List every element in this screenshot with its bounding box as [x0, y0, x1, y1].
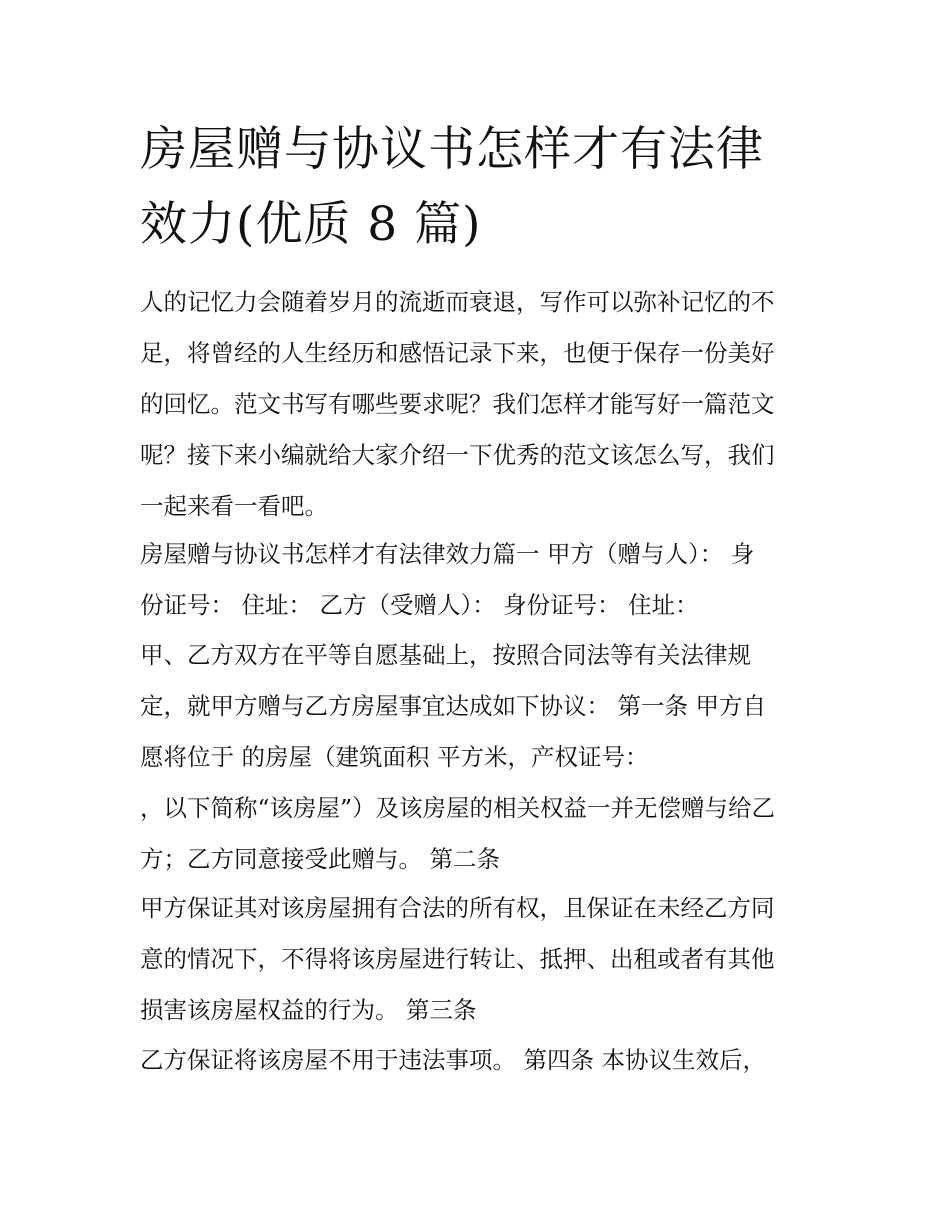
text-line: 甲方保证其对该房屋拥有合法的所有权，且保证在未经乙方同	[140, 894, 775, 922]
text-line: 乙方保证将该房屋不用于违法事项。 第四条 本协议生效后，	[140, 1046, 766, 1074]
section-parties-paragraph	[140, 529, 815, 631]
text-line: 意的情况下，不得将该房屋进行转让、抵押、出租或者有其他	[140, 945, 775, 973]
intro-paragraph	[140, 277, 815, 532]
text-line: 呢？接下来小编就给大家介绍一下优秀的范文该怎么写，我们	[140, 441, 775, 469]
text-line: 足，将曾经的人生经历和感悟记录下来，也便于保存一份美好	[140, 339, 775, 367]
text-line: 人的记忆力会随着岁月的流逝而衰退，写作可以弥补记忆的不	[140, 288, 775, 316]
title-line: 效力(优质 8 篇)	[140, 197, 482, 252]
text-line: 房屋赠与协议书怎样才有法律效力篇一 甲方（赠与人）： 身	[140, 540, 755, 568]
text-line: 的回忆。范文书写有哪些要求呢？我们怎样才能写好一篇范文	[140, 390, 775, 418]
text-line: 份证号： 住址： 乙方（受赠人）： 身份证号： 住址：	[140, 591, 699, 619]
text-line: 一起来看一看吧。	[140, 492, 328, 520]
text-line: 方；乙方同意接受此赠与。 第二条	[140, 845, 500, 873]
article-three-paragraph	[140, 1035, 815, 1086]
text-line: 愿将位于 的房屋（建筑面积 平方米，产权证号：	[140, 743, 649, 771]
text-line: 损害该房屋权益的行为。 第三条	[140, 996, 477, 1024]
text-line: ，以下简称“该房屋”）及该房屋的相关权益一并无偿赠与给乙	[140, 794, 776, 822]
article-two-paragraph	[140, 883, 815, 1036]
text-line: 甲、乙方双方在平等自愿基础上，按照合同法等有关法律规	[140, 641, 751, 669]
text-line: 定，就甲方赠与乙方房屋事宜达成如下协议： 第一条 甲方自	[140, 692, 766, 720]
article-one-paragraph	[140, 630, 815, 885]
title-line: 房屋赠与协议书怎样才有法律	[140, 122, 764, 177]
document-title	[140, 112, 820, 262]
